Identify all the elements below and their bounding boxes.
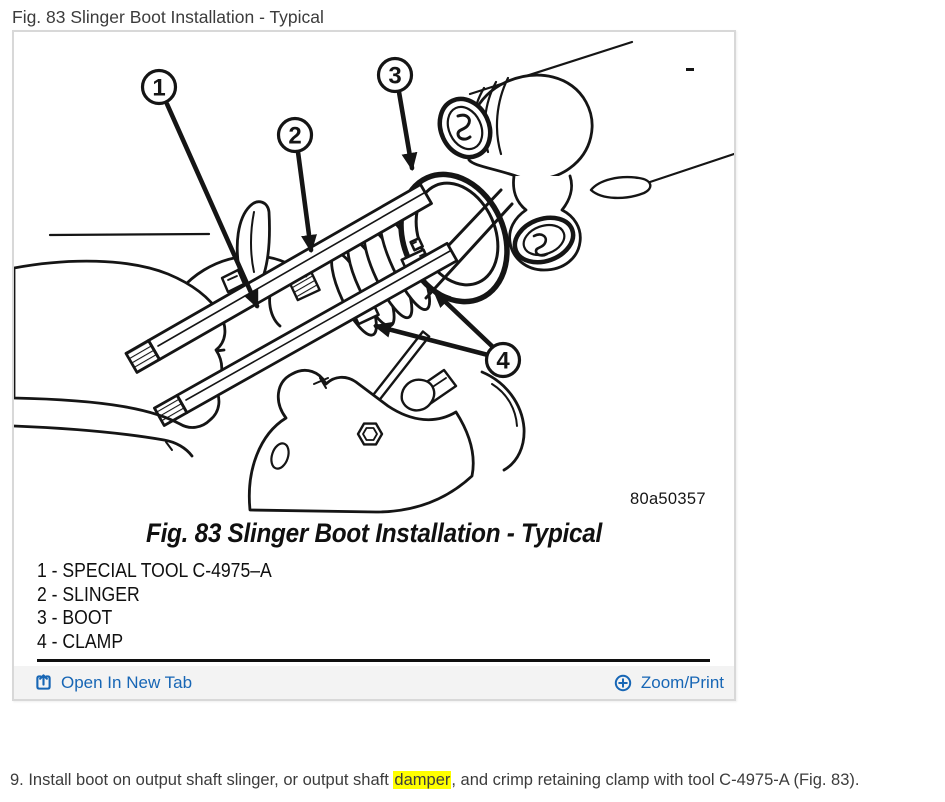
callout-4-number: 4	[496, 347, 510, 375]
step-instruction	[10, 770, 943, 791]
legend-item: 4 - CLAMP	[37, 630, 124, 653]
callout-1-arrow	[167, 104, 257, 306]
callout-1-number: 1	[152, 74, 166, 102]
open-in-new-tab-link[interactable]	[34, 673, 192, 693]
step-text-after: , and crimp retaining clamp with tool C-4975-A (Fig. 83).	[451, 771, 860, 789]
figure-footer-bar	[14, 666, 734, 699]
figure-legend	[37, 560, 272, 654]
zoom-plus-icon[interactable]	[613, 673, 633, 693]
legend-item: 3 - BOOT	[37, 607, 113, 629]
callout-2-number: 2	[288, 122, 302, 150]
left-hand	[14, 261, 225, 456]
zoom-print-link[interactable]	[613, 673, 724, 693]
slinger-boot-diagram	[14, 32, 734, 514]
step-highlighted-word: damper	[394, 771, 451, 789]
open-in-new-tab-icon[interactable]	[34, 673, 53, 692]
zoom-print-label: Zoom/Print	[640, 672, 724, 692]
page-title: Fig. 83 Slinger Boot Installation - Typical	[12, 7, 324, 27]
legend-divider	[37, 659, 710, 662]
image-code-label: 80a50357	[630, 490, 706, 508]
callout-2-arrow	[298, 152, 311, 250]
legend-item: 2 - SLINGER	[37, 583, 140, 606]
callout-3-arrow	[399, 92, 412, 168]
figure-panel	[12, 30, 736, 701]
legend-item: 1 - SPECIAL TOOL C-4975–A	[37, 560, 272, 582]
figure-caption: Fig. 83 Slinger Boot Installation - Typical	[145, 518, 602, 548]
step-text-before: 9. Install boot on output shaft slinger, or output shaft	[10, 771, 394, 789]
callout-3-number: 3	[388, 62, 402, 90]
open-in-new-tab-label: Open In New Tab	[61, 672, 193, 692]
callout-4-arrow-lower	[376, 326, 488, 355]
